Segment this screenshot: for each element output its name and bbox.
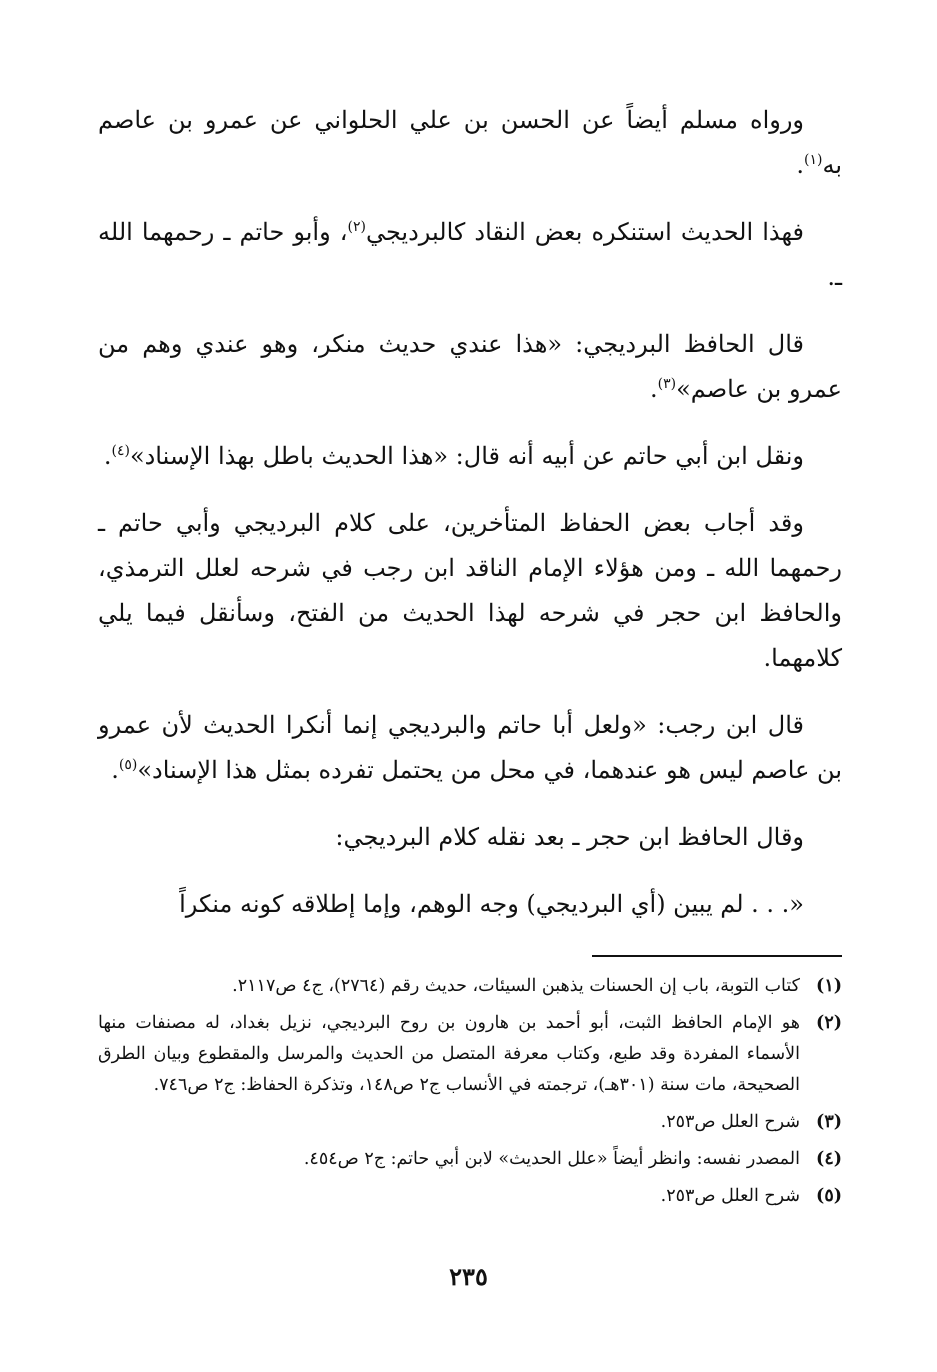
footnote-text: كتاب التوبة، باب إن الحسنات يذهبن السيئات، حديث رقم (٢٧٦٤)، ج٤ ص٢١١٧. bbox=[232, 976, 800, 996]
paragraph-6 bbox=[98, 703, 842, 793]
footnote-number: (٣) bbox=[816, 1112, 842, 1132]
footnote-text: هو الإمام الحافظ الثبت، أبو أحمد بن هارون بن روح البرديجي، نزيل بغداد، له مصنفات منها الأسماء المفردة وقد طبع، وكتاب معرفة المتصل من الحديث والمرسل والمقطوع وبيان الطرق الصحيحة، مات سنة (٣٠١هـ)، ترجمته في الأنساب ج٢ ص١٤٨، وتذكرة الحفاظ: ج٢ ص٧٤٦. bbox=[98, 1013, 800, 1095]
footnote-2 bbox=[98, 1008, 842, 1101]
paragraph-4 bbox=[98, 434, 842, 479]
paragraph-tail: . bbox=[111, 756, 119, 784]
paragraph-text: «. . . لم يبين (أي البرديجي) وجه الوهم، وإما إطلاقه كونه منكراً bbox=[179, 890, 804, 918]
footnote-number: (٢) bbox=[816, 1013, 842, 1033]
paragraph-text: وقال الحافظ ابن حجر ـ بعد نقله كلام البرديجي: bbox=[335, 823, 804, 851]
page-number: ٢٣٥ bbox=[449, 1262, 488, 1291]
footnote-number: (٥) bbox=[816, 1186, 842, 1206]
paragraph-2 bbox=[98, 210, 842, 300]
footnote-ref: (٣) bbox=[657, 376, 677, 392]
footnote-text: شرح العلل ص٢٥٣. bbox=[660, 1112, 800, 1132]
footnote-text: شرح العلل ص٢٥٣. bbox=[660, 1186, 800, 1206]
paragraph-text: وقد أجاب بعض الحفاظ المتأخرين، على كلام البرديجي وأبي حاتم ـ رحمهما الله ـ ومن هؤلاء الإمام الناقد ابن رجب في شرحه لعلل الترمذي، والحافظ ابن حجر في شرحه لهذا الحديث من الفتح، وسأنقل فيما يلي كلامهما. bbox=[98, 509, 842, 672]
footnote-divider bbox=[592, 955, 842, 957]
footnote-text: المصدر نفسه: وانظر أيضاً «علل الحديث» لابن أبي حاتم: ج٢ ص٤٥٤. bbox=[303, 1149, 800, 1169]
footnote-3 bbox=[98, 1107, 842, 1138]
footnote-5 bbox=[98, 1181, 842, 1212]
paragraph-tail: ، وأبو حاتم ـ رحمهما الله ـ. bbox=[98, 218, 842, 291]
footnote-ref: (٥) bbox=[118, 757, 138, 773]
paragraph-text: قال الحافظ البرديجي: «هذا عندي حديث منكر، وهو عندي وهم من عمرو بن عاصم» bbox=[98, 330, 842, 403]
footnote-ref: (٤) bbox=[111, 443, 130, 459]
paragraph-8 bbox=[98, 882, 842, 927]
paragraph-tail: . bbox=[103, 442, 112, 470]
paragraph-text: ورواه مسلم أيضاً عن الحسن بن علي الحلواني عن عمرو بن عاصم به bbox=[98, 106, 842, 179]
paragraph-7 bbox=[98, 815, 842, 860]
paragraph-text: ونقل ابن أبي حاتم عن أبيه أنه قال: «هذا الحديث باطل بهذا الإسناد» bbox=[129, 442, 804, 470]
paragraph-tail: . bbox=[649, 375, 658, 403]
footnote-4 bbox=[98, 1144, 842, 1175]
footnotes bbox=[98, 971, 842, 1212]
page-body bbox=[98, 98, 842, 1218]
paragraph-tail: . bbox=[796, 151, 804, 179]
footnote-1 bbox=[98, 971, 842, 1002]
paragraph-1 bbox=[98, 98, 842, 188]
footnote-ref: (٢) bbox=[347, 219, 366, 235]
paragraph-5 bbox=[98, 501, 842, 681]
footnote-number: (١) bbox=[816, 976, 842, 996]
paragraph-text: فهذا الحديث استنكره بعض النقاد كالبرديجي bbox=[365, 218, 805, 246]
paragraph-3 bbox=[98, 322, 842, 412]
footnote-ref: (١) bbox=[803, 152, 823, 168]
paragraph-text: قال ابن رجب: «ولعل أبا حاتم والبرديجي إنما أنكرا الحديث لأن عمرو بن عاصم ليس هو عندهما، في محل من يحتمل تفرده بمثل هذا الإسناد» bbox=[98, 711, 842, 784]
footnote-number: (٤) bbox=[816, 1149, 842, 1169]
